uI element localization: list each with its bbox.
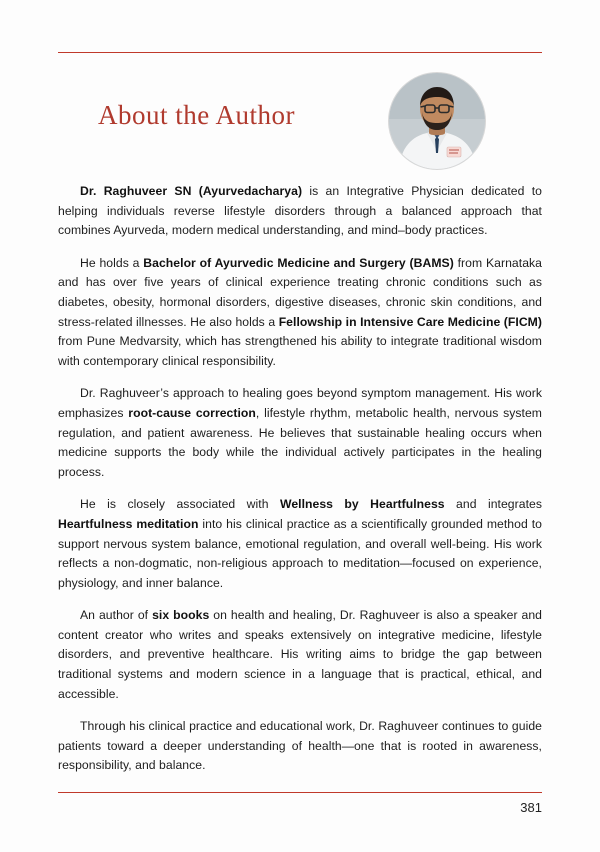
body-text: Through his clinical practice and educational work, Dr. Raghuveer continues to guide patients toward a deeper understanding of health—one that is rooted in awareness, responsibility, and balance. [58,719,542,773]
body-text: is an Integrative Physician dedicated to helping individuals reverse lifestyle disorders through a balanced approach that combines Ayurveda, modern medical understanding, and mind–body practices. [58,184,542,238]
body-text: , lifestyle rhythm, metabolic health, nervous system regulation, and patient awareness. He believes that sustainable healing occurs when medicine supports the body while the individual actively participates in the healing process. [58,405,542,479]
body-text: He is closely associated with [80,497,280,512]
bio-paragraph-1 [58,182,542,241]
body-text: Dr. Raghuveer’s approach to healing goes beyond symptom management. His work emphasizes [58,386,542,420]
emphasis-text: Dr. Raghuveer SN (Ayurvedacharya) [80,184,303,198]
body-text: into his clinical practice as a scientifically grounded method to support nervous system balance, emotional regulation, and overall well-being. His work reflects a non-dogmatic, non-religious approach to meditation—focused on experience, physiology, and inner balance. [58,516,542,590]
bio-paragraph-6 [58,717,542,776]
body-text: on health and healing, Dr. Raghuveer is also a speaker and content creator who writes and speaks extensively on integrative medicine, lifestyle disorders, and preventive healthcare. His writing aims to bridge the gap between traditional systems and modern science in a language that is practical, ethical, and accessible. [58,608,543,701]
bio-paragraph-5 [58,606,542,704]
emphasis-text: six books [152,608,210,623]
body-text: He holds a [80,255,144,270]
body-text: from Karnataka and has over five years of clinical experience treating chronic conditions such as diabetes, obesity, hormonal disorders, digestive diseases, chronic skin conditions, and stress-related illnesses. He also holds a [58,255,542,329]
body-text: and integrates [444,497,542,512]
page-title: About the Author [98,100,295,130]
body-text: from Pune Medvarsity, which has strengthened his ability to integrate traditional wisdom with contemporary clinical responsibility. [58,334,542,368]
emphasis-text: Wellness by Heartfulness [279,497,445,512]
body-text: An author of [80,608,153,623]
bottom-divider-rule [58,792,542,793]
emphasis-text: root-cause correction [128,405,256,420]
bio-paragraph-4 [58,495,542,593]
page-header [58,72,542,172]
author-bio-content [58,182,542,776]
emphasis-text: Fellowship in Intensive Care Medicine (FICM) [278,314,542,329]
top-divider-rule [58,52,542,53]
page-number: 381 [520,800,542,815]
bio-paragraph-3 [58,384,542,482]
author-portrait [388,72,486,170]
bio-paragraph-2 [58,254,542,372]
emphasis-text: Bachelor of Ayurvedic Medicine and Surgery (BAMS) [143,255,454,270]
portrait-image [389,73,485,169]
emphasis-text: Heartfulness meditation [58,516,199,531]
